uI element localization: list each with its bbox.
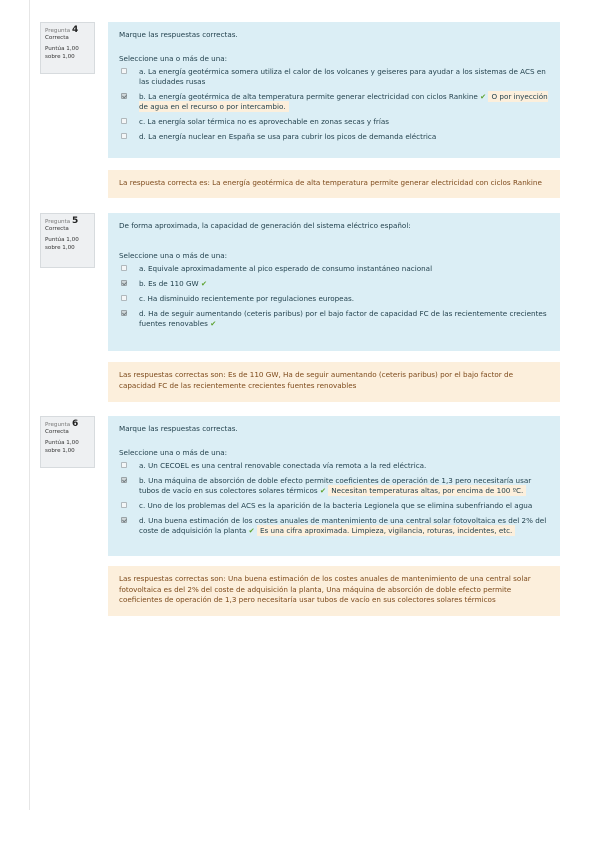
question-formulation-4 xyxy=(108,22,560,158)
answer-option-a[interactable] xyxy=(119,67,550,87)
option-checkbox[interactable] xyxy=(121,477,127,483)
correct-check-icon: ✔ xyxy=(480,92,487,101)
question-number: Pregunta 6 xyxy=(45,419,79,429)
question-info-4 xyxy=(40,22,95,74)
answer-prompt: Seleccione una o más de una: xyxy=(119,54,228,63)
option-label: c. Uno de los problemas del ACS es la aparición de la bacteria Legionela que se elimina subenfriando el agua xyxy=(139,501,533,510)
question-score: Puntúa 1,00 xyxy=(45,46,79,53)
question-info-6 xyxy=(40,416,95,468)
question-state: Correcta xyxy=(45,226,69,233)
option-checkbox[interactable] xyxy=(121,93,127,99)
page-left-border xyxy=(29,0,30,810)
question-formulation-6 xyxy=(108,416,560,556)
answer-option-c[interactable] xyxy=(119,501,550,511)
option-checkbox[interactable] xyxy=(121,265,127,271)
question-number: Pregunta 4 xyxy=(45,25,79,35)
option-label: b. Es de 110 GW xyxy=(139,279,199,288)
option-checkbox[interactable] xyxy=(121,502,127,508)
option-label: b. La energía geotérmica de alta temperatura permite generar electricidad con ciclos Rankine xyxy=(139,92,478,101)
option-checkbox[interactable] xyxy=(121,295,127,301)
option-label: a. La energía geotérmica somera utiliza el calor de los volcanes y geiseres para ayudar a los sistemas de ACS en las ciudades rusas xyxy=(139,67,546,86)
option-label: d. Una buena estimación de los costes anuales de mantenimiento de una central solar fotovoltaica es del 2% del coste de adquisición la planta xyxy=(139,516,547,535)
option-label: d. Ha de seguir aumentando (ceteris paribus) por el bajo factor de capacidad FC de las recientemente crecientes fuentes renovables xyxy=(139,309,547,328)
question-score: Puntúa 1,00 xyxy=(45,440,79,447)
answer-option-a[interactable] xyxy=(119,461,550,471)
option-label: a. Equivale aproximadamente al pico esperado de consumo instantáneo nacional xyxy=(139,264,433,273)
question-formulation-5 xyxy=(108,213,560,351)
option-checkbox[interactable] xyxy=(121,517,127,523)
question-state: Correcta xyxy=(45,35,69,42)
option-checkbox[interactable] xyxy=(121,118,127,124)
question-score-max: sobre 1,00 xyxy=(45,244,75,251)
option-label: d. La energía nuclear en España se usa para cubrir los picos de demanda eléctrica xyxy=(139,132,437,141)
option-feedback: O por inyección de agua en el recurso o por intercambio. xyxy=(139,92,548,111)
correct-check-icon: ✔ xyxy=(200,279,207,288)
right-answer-5 xyxy=(108,362,560,402)
option-checkbox[interactable] xyxy=(121,133,127,139)
question-text: Marque las respuestas correctas. xyxy=(119,30,238,39)
correct-check-icon: ✔ xyxy=(210,319,217,328)
option-feedback: Es una cifra aproximada. Limpieza, vigilancia, roturas, incidentes, etc. xyxy=(257,525,515,536)
option-feedback: Necesitan temperaturas altas, por encima de 100 ºC. xyxy=(328,485,526,496)
answer-option-b[interactable] xyxy=(119,92,550,112)
right-answer-text: Las respuestas correctas son: Una buena estimación de los costes anuales de mantenimiento de una central solar fotovoltaica es del 2% del coste de adquisición la planta, Una máquina de absorción de doble efecto permite coeficientes de operación de 1,3 pero necesitaría usar tubos de vacío en sus colectores solares térmicos xyxy=(119,574,531,604)
question-text: De forma aproximada, la capacidad de generación del sistema eléctrico español: xyxy=(119,221,411,230)
option-label: a. Un CECOEL es una central renovable conectada vía remota a la red eléctrica. xyxy=(139,461,427,470)
option-checkbox[interactable] xyxy=(121,462,127,468)
question-score: Puntúa 1,00 xyxy=(45,237,79,244)
answer-option-d[interactable] xyxy=(119,132,550,142)
answer-option-b[interactable] xyxy=(119,279,550,289)
right-answer-6 xyxy=(108,566,560,616)
option-checkbox[interactable] xyxy=(121,310,127,316)
question-score-max: sobre 1,00 xyxy=(45,447,75,454)
answer-option-a[interactable] xyxy=(119,264,550,274)
question-state: Correcta xyxy=(45,429,69,436)
answer-prompt: Seleccione una o más de una: xyxy=(119,448,228,457)
option-label: b. Una máquina de absorción de doble efecto permite coeficientes de operación de 1,3 pero necesitaría usar tubos de vacío en sus colectores solares térmicos xyxy=(139,476,532,495)
question-info-5 xyxy=(40,213,95,268)
answer-option-d[interactable] xyxy=(119,516,550,536)
option-checkbox[interactable] xyxy=(121,68,127,74)
right-answer-text: La respuesta correcta es: La energía geotérmica de alta temperatura permite generar electricidad con ciclos Rankine xyxy=(119,178,542,187)
answer-option-d[interactable] xyxy=(119,309,550,329)
correct-check-icon: ✔ xyxy=(248,526,255,535)
right-answer-4 xyxy=(108,170,560,198)
correct-check-icon: ✔ xyxy=(319,486,326,495)
option-label: c. Ha disminuido recientemente por regulaciones europeas. xyxy=(139,294,355,303)
option-checkbox[interactable] xyxy=(121,280,127,286)
question-score-max: sobre 1,00 xyxy=(45,53,75,60)
answer-option-c[interactable] xyxy=(119,117,550,127)
option-label: c. La energía solar térmica no es aprovechable en zonas secas y frías xyxy=(139,117,390,126)
right-answer-text: Las respuestas correctas son: Es de 110 GW, Ha de seguir aumentando (ceteris paribus) por el bajo factor de capacidad FC de las recientemente crecientes fuentes renovables xyxy=(119,370,514,390)
answer-option-b[interactable] xyxy=(119,476,550,496)
question-text: Marque las respuestas correctas. xyxy=(119,424,238,433)
answer-prompt: Seleccione una o más de una: xyxy=(119,251,228,260)
answer-option-c[interactable] xyxy=(119,294,550,304)
question-number: Pregunta 5 xyxy=(45,216,79,226)
